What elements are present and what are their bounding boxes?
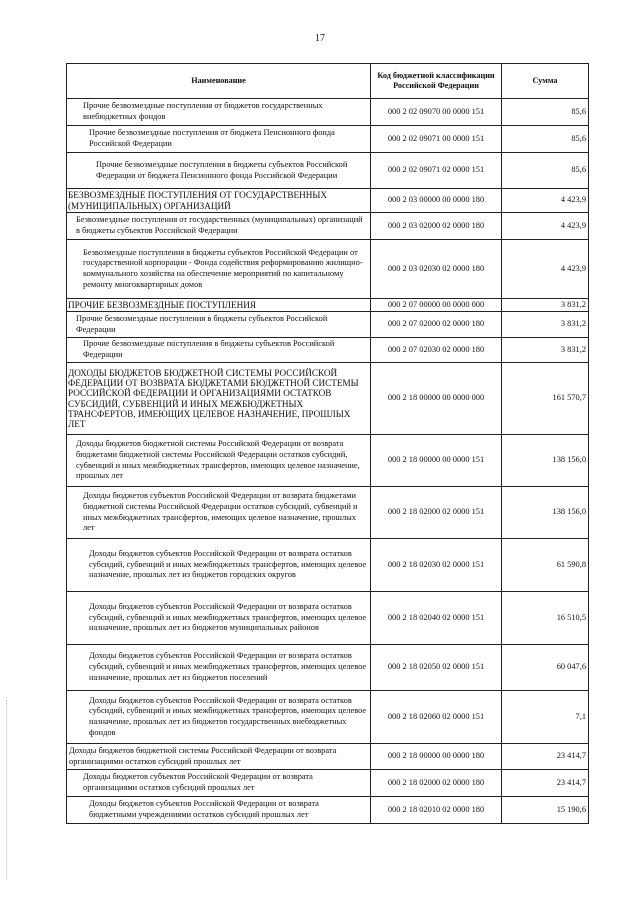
- row-name: Доходы бюджетов субъектов Российской Федерации от возврата остатков субсидий, субвенций и иных межбюджетных трансфертов, имеющих целевое назначение, прошлых лет из бюджетов поселений: [67, 645, 371, 691]
- row-name: Доходы бюджетов субъектов Российской Федерации от возврата остатков субсидий, субвенций и иных межбюджетных трансфертов, имеющих целевое назначение, прошлых лет из бюджетов городских округов: [67, 539, 371, 592]
- row-name: Прочие безвозмездные поступления от бюджета Пенсионного фонда Российской Федерации: [67, 126, 371, 153]
- row-code: 000 2 18 00000 00 0000 151: [371, 435, 502, 487]
- row-sum: 3 831,2: [502, 299, 589, 312]
- row-name: ДОХОДЫ БЮДЖЕТОВ БЮДЖЕТНОЙ СИСТЕМЫ РОССИЙСКОЙ ФЕДЕРАЦИИ ОТ ВОЗВРАТА БЮДЖЕТАМИ БЮДЖЕТНОЙ СИСТЕМЫ РОССИЙСКОЙ ФЕДЕРАЦИИ И ОРГАНИЗАЦИЯМИ ОСТАТКОВ СУБСИДИЙ, СУБВЕНЦИЙ И ИНЫХ МЕЖБЮДЖЕТНЫХ ТРАНСФЕРТОВ, ИМЕЮЩИХ ЦЕЛЕВОЕ НАЗНАЧЕНИЕ, ПРОШЛЫХ ЛЕТ: [67, 363, 371, 435]
- page-number: 17: [315, 33, 325, 44]
- row-code: 000 2 07 02000 02 0000 180: [371, 312, 502, 338]
- table-row: [67, 691, 589, 744]
- row-sum: 3 831,2: [502, 338, 589, 363]
- table-header-row: [67, 64, 589, 99]
- table-row: [67, 299, 589, 312]
- table-row: [67, 435, 589, 487]
- row-code: 000 2 02 09070 00 0000 151: [371, 99, 502, 126]
- scan-edge-marks: [6, 700, 11, 880]
- header-sum: Сумма: [502, 64, 589, 99]
- row-sum: 138 156,0: [502, 487, 589, 539]
- row-code: 000 2 07 02030 02 0000 180: [371, 338, 502, 363]
- row-code: 000 2 07 00000 00 0000 000: [371, 299, 502, 312]
- budget-revenue-table: [66, 63, 589, 824]
- row-sum: 138 156,0: [502, 435, 589, 487]
- row-sum: 16 510,5: [502, 592, 589, 645]
- header-code: Код бюджетной классификации Российской Федерации: [371, 64, 502, 99]
- row-name: Доходы бюджетов субъектов Российской Федерации от возврата остатков субсидий, субвенций и иных межбюджетных трансфертов, имеющих целевое назначение, прошлых лет из бюджетов государственных внебюджетных фондов: [67, 691, 371, 744]
- row-name: Доходы бюджетов субъектов Российской Федерации от возврата бюджетами бюджетной системы Российской Федерации остатков субсидий, субвенций и иных межбюджетных трансфертов, имеющих целевое назначение, прошлых лет: [67, 487, 371, 539]
- table-row: [67, 363, 589, 435]
- row-name: Прочие безвозмездные поступления в бюджеты субъектов Российской Федерации от бюджета Пенсионного фонда Российской Федерации: [67, 153, 371, 189]
- row-sum: 4 423,9: [502, 240, 589, 299]
- table-row: [67, 539, 589, 592]
- row-name: Безвозмездные поступления в бюджеты субъектов Российской Федерации от государственной корпорации - Фонда содействия реформированию жилищно-коммунального хозяйства на обеспечение мероприятий по капитальному ремонту многоквартирных домов: [67, 240, 371, 299]
- row-name: Прочие безвозмездные поступления от бюджетов государственных внебюджетных фондов: [67, 99, 371, 126]
- table-row: [67, 189, 589, 213]
- row-code: 000 2 02 09071 02 0000 151: [371, 153, 502, 189]
- row-name: Доходы бюджетов бюджетной системы Российской Федерации от возврата организациями остатков субсидий прошлых лет: [67, 744, 371, 770]
- row-code: 000 2 03 02030 02 0000 180: [371, 240, 502, 299]
- row-sum: 4 423,9: [502, 213, 589, 240]
- row-sum: 161 570,7: [502, 363, 589, 435]
- row-code: 000 2 03 02000 02 0000 180: [371, 213, 502, 240]
- row-name: Прочие безвозмездные поступления в бюджеты субъектов Российской Федерации: [67, 338, 371, 363]
- row-sum: 23 414,7: [502, 744, 589, 770]
- table-row: [67, 487, 589, 539]
- header-name: Наименование: [67, 64, 371, 99]
- row-name: БЕЗВОЗМЕЗДНЫЕ ПОСТУПЛЕНИЯ ОТ ГОСУДАРСТВЕННЫХ (МУНИЦИПАЛЬНЫХ) ОРГАНИЗАЦИЙ: [67, 189, 371, 213]
- row-sum: 85,6: [502, 99, 589, 126]
- row-code: 000 2 18 02050 02 0000 151: [371, 645, 502, 691]
- row-sum: 60 047,6: [502, 645, 589, 691]
- table-row: [67, 153, 589, 189]
- row-code: 000 2 03 00000 00 0000 180: [371, 189, 502, 213]
- row-code: 000 2 18 02000 02 0000 151: [371, 487, 502, 539]
- row-sum: 7,1: [502, 691, 589, 744]
- row-sum: 4 423,9: [502, 189, 589, 213]
- row-sum: 61 590,8: [502, 539, 589, 592]
- table-row: [67, 797, 589, 824]
- row-code: 000 2 18 02040 02 0000 151: [371, 592, 502, 645]
- row-name: Безвозмездные поступления от государственных (муниципальных) организаций в бюджеты субъектов Российской Федерации: [67, 213, 371, 240]
- row-sum: 85,6: [502, 153, 589, 189]
- row-name: Доходы бюджетов бюджетной системы Российской Федерации от возврата бюджетами бюджетной системы Российской Федерации остатков субсидий, субвенций и иных межбюджетных трансфертов, имеющих целевое назначение, прошлых лет: [67, 435, 371, 487]
- row-code: 000 2 18 02010 02 0000 180: [371, 797, 502, 824]
- row-sum: 85,6: [502, 126, 589, 153]
- table-row: [67, 126, 589, 153]
- row-code: 000 2 18 00000 00 0000 180: [371, 744, 502, 770]
- row-sum: 23 414,7: [502, 770, 589, 797]
- table-row: [67, 213, 589, 240]
- row-sum: 3 831,2: [502, 312, 589, 338]
- row-code: 000 2 18 00000 00 0000 000: [371, 363, 502, 435]
- table-row: [67, 338, 589, 363]
- row-name: Доходы бюджетов субъектов Российской Федерации от возврата бюджетными учреждениями остатков субсидий прошлых лет: [67, 797, 371, 824]
- table-row: [67, 770, 589, 797]
- table-row: [67, 744, 589, 770]
- row-name: Доходы бюджетов субъектов Российской Федерации от возврата организациями остатков субсидий прошлых лет: [67, 770, 371, 797]
- row-name: ПРОЧИЕ БЕЗВОЗМЕЗДНЫЕ ПОСТУПЛЕНИЯ: [67, 299, 371, 312]
- row-code: 000 2 18 02000 02 0000 180: [371, 770, 502, 797]
- row-code: 000 2 18 02030 02 0000 151: [371, 539, 502, 592]
- table-row: [67, 592, 589, 645]
- table-row: [67, 240, 589, 299]
- row-name: Доходы бюджетов субъектов Российской Федерации от возврата остатков субсидий, субвенций и иных межбюджетных трансфертов, имеющих целевое назначение, прошлых лет из бюджетов муниципальных районов: [67, 592, 371, 645]
- table-row: [67, 645, 589, 691]
- row-name: Прочие безвозмездные поступления в бюджеты субъектов Российской Федерации: [67, 312, 371, 338]
- row-sum: 15 190,6: [502, 797, 589, 824]
- table-row: [67, 99, 589, 126]
- row-code: 000 2 02 09071 00 0000 151: [371, 126, 502, 153]
- table-row: [67, 312, 589, 338]
- row-code: 000 2 18 02060 02 0000 151: [371, 691, 502, 744]
